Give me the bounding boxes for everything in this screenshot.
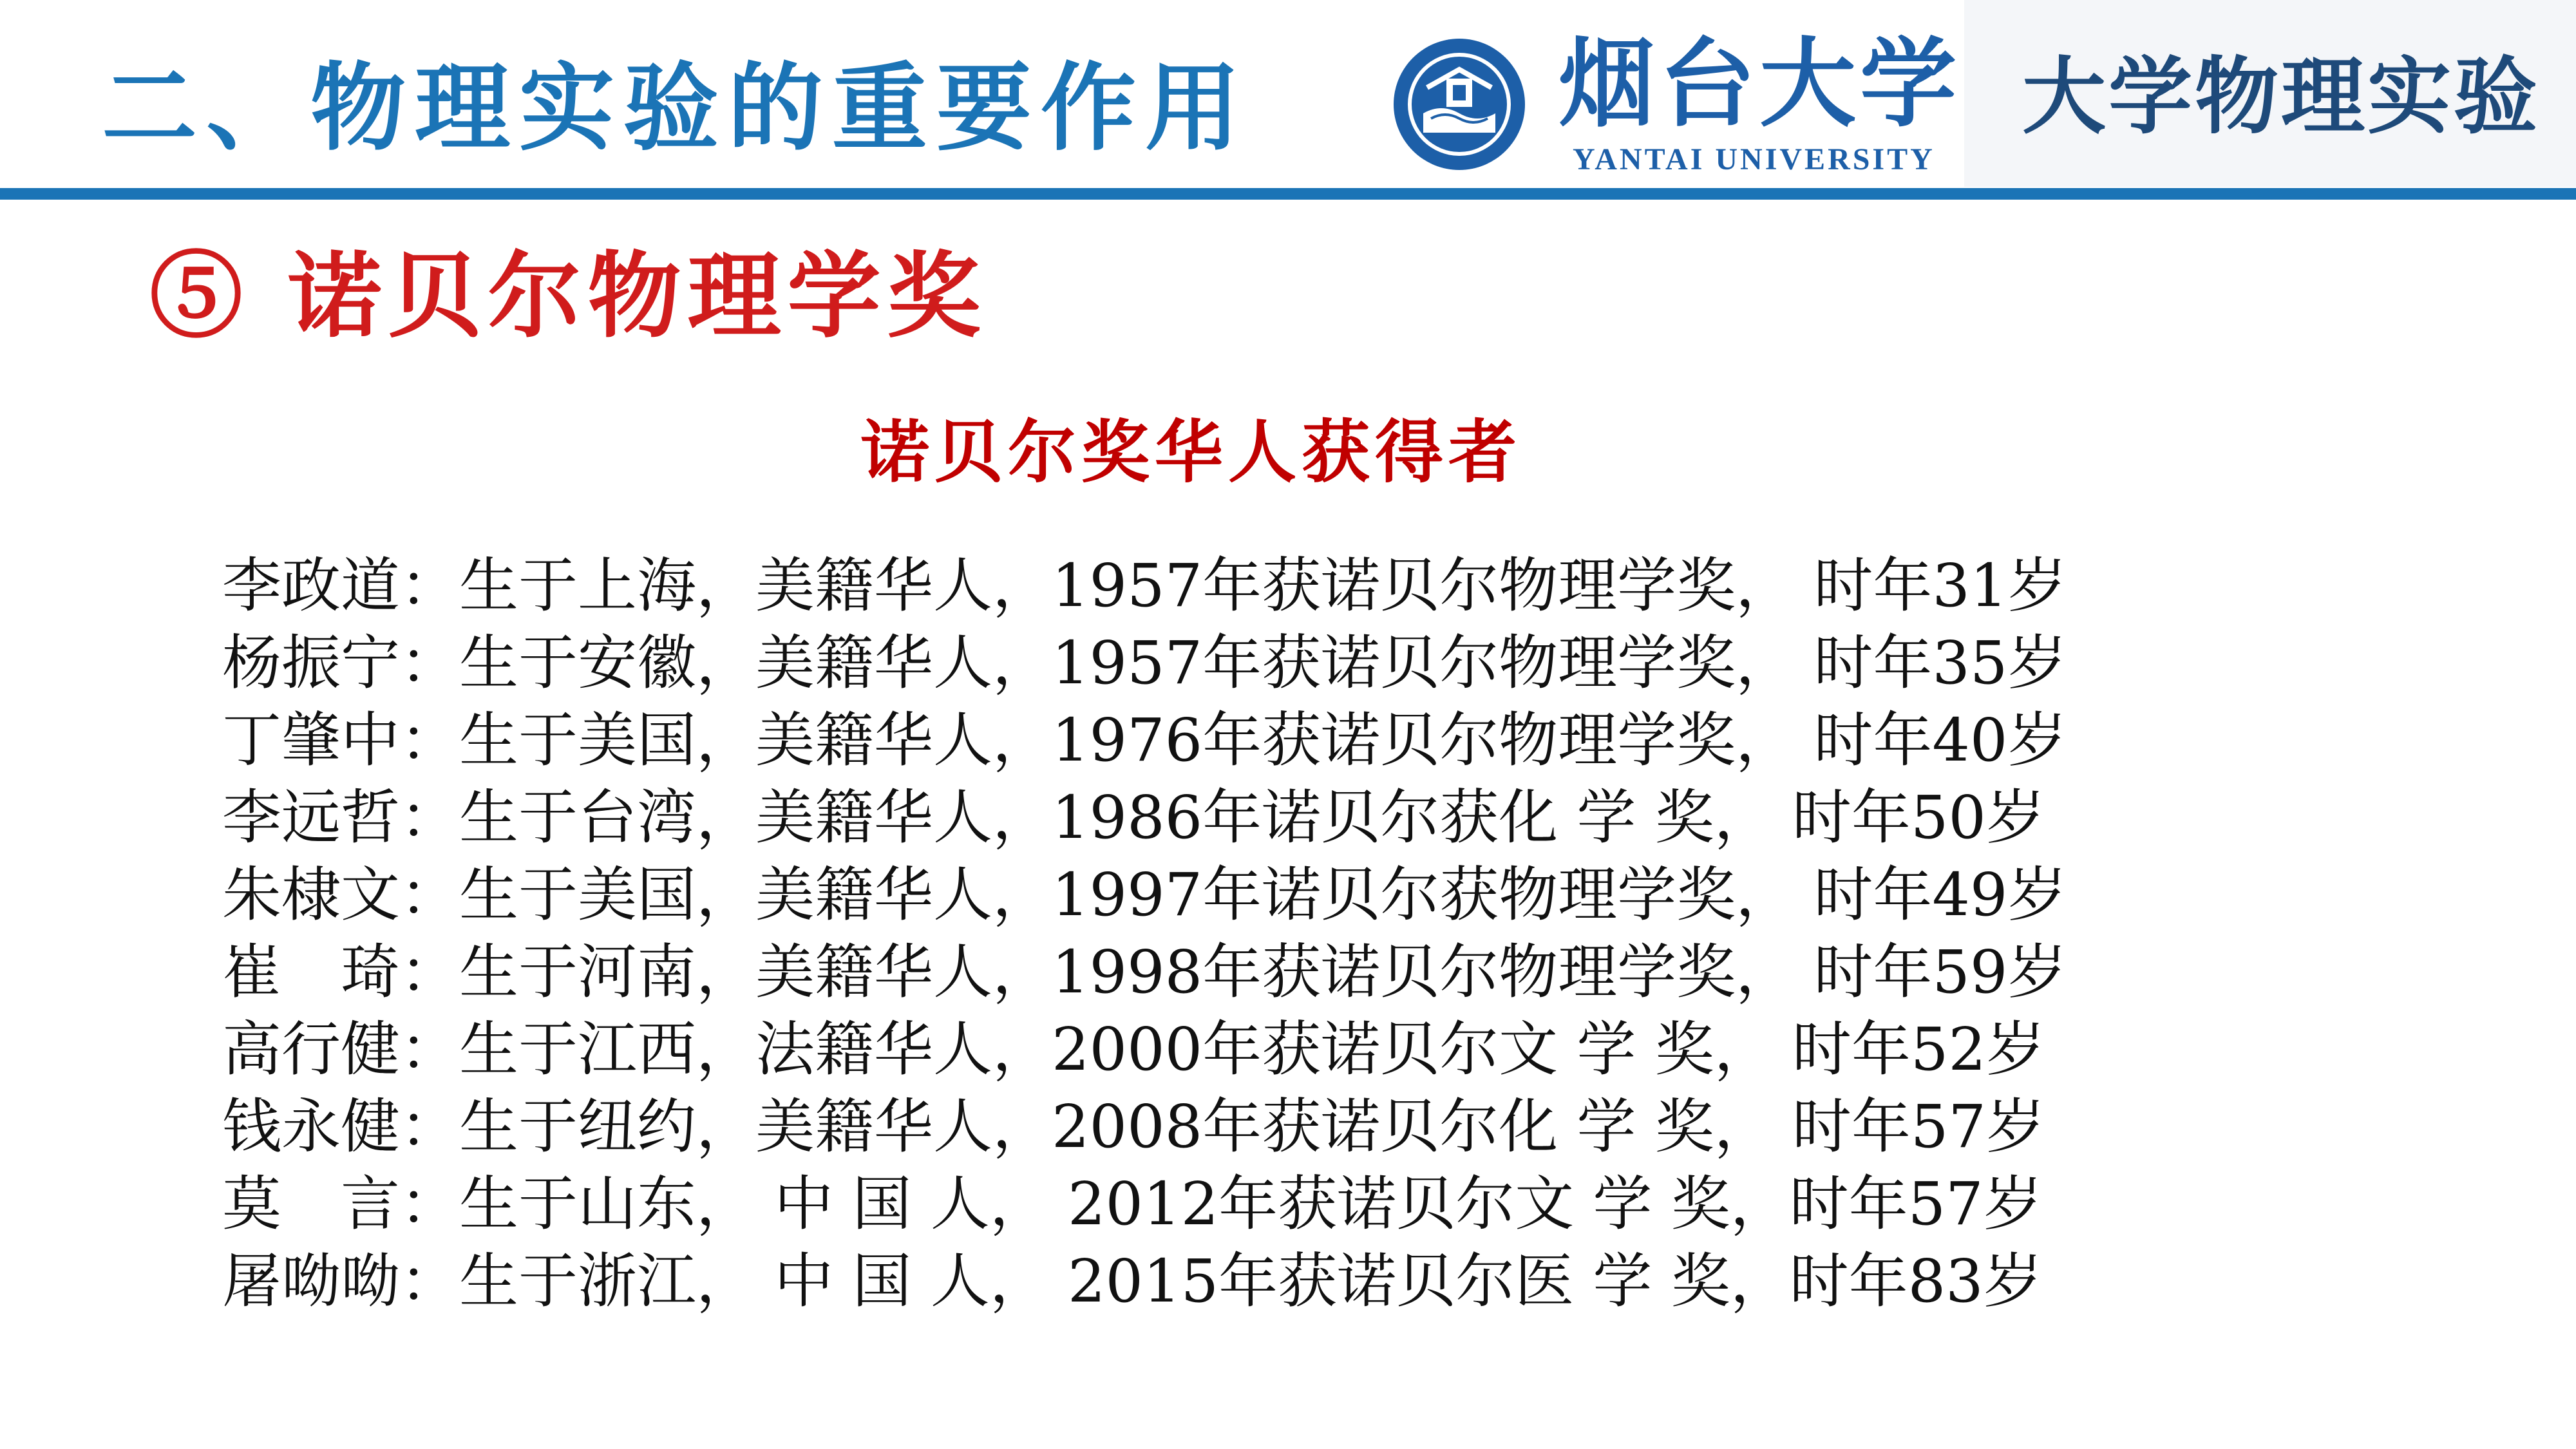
university-name: 烟台大学 [1558, 27, 1961, 140]
laureate-text: 崔 琦：生于河南，美籍华人，1998年获诺贝尔物理学奖， 时年59岁 [222, 938, 2067, 1007]
laureate-row [222, 1243, 2219, 1320]
laureate-row [222, 857, 2219, 934]
laureate-row [222, 1011, 2219, 1088]
laureate-row [222, 1166, 2219, 1243]
laureate-row [222, 547, 2219, 625]
laureates-list [222, 547, 2219, 1320]
laureate-text: 丁肇中：生于美国，美籍华人，1976年获诺贝尔物理学奖， 时年40岁 [222, 706, 2067, 775]
slide-header [0, 0, 2576, 187]
laureate-text: 钱永健：生于纽约，美籍华人，2008年获诺贝尔化 学 奖， 时年57岁 [222, 1092, 2045, 1161]
section-title: 二、物理实验的重要作用 [102, 53, 1249, 164]
laureate-row [222, 934, 2219, 1011]
course-title: 大学物理实验 [2022, 48, 2541, 146]
laureate-row [222, 779, 2219, 857]
laureate-text: 李远哲：生于台湾，美籍华人，1986年诺贝尔获化 学 奖， 时年50岁 [222, 783, 2045, 852]
laureate-row [222, 702, 2219, 779]
laureate-text: 屠呦呦：生于浙江， 中 国 人， 2015年获诺贝尔医 学 奖，时年83岁 [222, 1247, 2043, 1316]
laureate-text: 李政道：生于上海，美籍华人，1957年获诺贝尔物理学奖， 时年31岁 [222, 551, 2067, 620]
slide-subtitle: ⑤ 诺贝尔物理学奖 [149, 242, 987, 351]
header-divider [0, 188, 2576, 200]
laureate-text: 朱棣文：生于美国，美籍华人，1997年诺贝尔获物理学奖， 时年49岁 [222, 860, 2067, 929]
laureates-heading: 诺贝尔奖华人获得者 [861, 412, 1522, 492]
laureate-text: 杨振宁：生于安徽，美籍华人，1957年获诺贝尔物理学奖， 时年35岁 [222, 629, 2067, 697]
laureate-text: 高行健：生于江西，法籍华人，2000年获诺贝尔文 学 奖， 时年52岁 [222, 1015, 2045, 1084]
laureate-text: 莫 言：生于山东， 中 国 人， 2012年获诺贝尔文 学 奖，时年57岁 [222, 1170, 2043, 1238]
university-logo [1391, 26, 1971, 180]
laureate-row [222, 625, 2219, 702]
laureate-row [222, 1088, 2219, 1166]
university-seal-icon [1391, 36, 1528, 173]
university-name-en: YANTAI UNIVERSITY [1573, 142, 1935, 176]
